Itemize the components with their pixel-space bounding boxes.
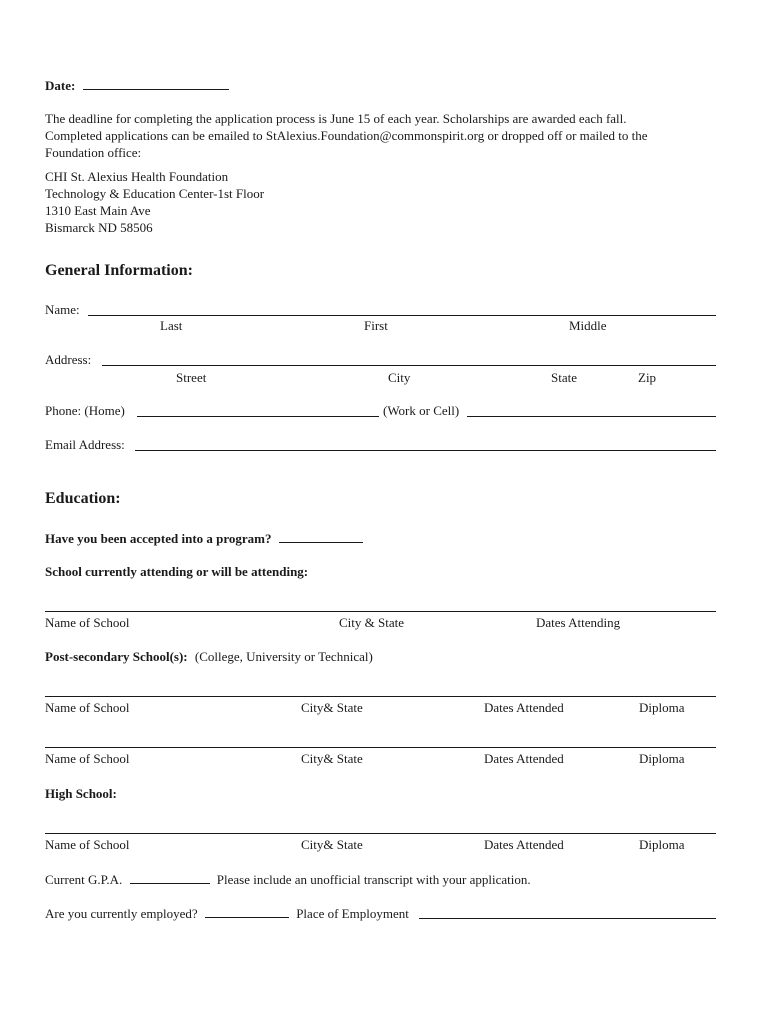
post2-sub-city: City& State (301, 751, 363, 766)
name-sub-last: Last (160, 318, 183, 333)
accepted-label: Have you been accepted into a program? (45, 531, 272, 546)
hs-sub-name: Name of School (45, 837, 130, 852)
foundation-street: 1310 East Main Ave (45, 203, 151, 218)
attending-sub-name: Name of School (45, 615, 130, 630)
education-heading: Education: (45, 490, 121, 507)
employment-field[interactable] (419, 918, 716, 919)
post2-sub-dates: Dates Attended (484, 751, 564, 766)
address-field[interactable] (102, 365, 716, 366)
gpa-field[interactable] (130, 871, 210, 884)
school-attending-label: School currently attending or will be attending: (45, 564, 309, 579)
accepted-field[interactable] (279, 530, 363, 543)
foundation-building: Technology & Education Center-1st Floor (45, 186, 265, 201)
intro-line-1: The deadline for completing the application process is June 15 of each year. Scholarships are awarded each fall. (45, 111, 627, 126)
email-label: Email Address: (45, 437, 125, 452)
date-label: Date: (45, 78, 76, 93)
name-field[interactable] (88, 315, 716, 316)
employed-label: Are you currently employed? (45, 906, 198, 921)
school-attending-field[interactable] (45, 611, 716, 612)
post-secondary-field-1[interactable] (45, 696, 716, 697)
hs-sub-dates: Dates Attended (484, 837, 564, 852)
post1-sub-dates: Dates Attended (484, 700, 564, 715)
post-secondary-label: Post-secondary School(s): (45, 649, 188, 664)
address-label: Address: (45, 352, 92, 367)
email-field[interactable] (135, 450, 716, 451)
hs-sub-city: City& State (301, 837, 363, 852)
general-info-heading: General Information: (45, 262, 193, 279)
phone-home-label: Phone: (Home) (45, 403, 125, 418)
address-sub-state: State (551, 370, 577, 385)
accepted-row (45, 530, 363, 547)
post-secondary-row (45, 649, 373, 665)
employed-row (45, 905, 409, 922)
post-secondary-note: (College, University or Technical) (194, 649, 373, 664)
post1-sub-city: City& State (301, 700, 363, 715)
employment-label: Place of Employment (296, 906, 409, 921)
foundation-name: CHI St. Alexius Health Foundation (45, 169, 229, 184)
date-field[interactable] (83, 77, 229, 90)
post2-sub-name: Name of School (45, 751, 130, 766)
attending-sub-city: City & State (339, 615, 404, 630)
high-school-label: High School: (45, 786, 117, 801)
phone-work-label: (Work or Cell) (383, 403, 460, 418)
intro-line-2: Completed applications can be emailed to StAlexius.Foundation@commonspirit.org or dropped off or mailed to the (45, 128, 648, 143)
post-secondary-field-2[interactable] (45, 747, 716, 748)
gpa-label: Current G.P.A. (45, 872, 123, 887)
name-sub-first: First (364, 318, 388, 333)
hs-sub-diploma: Diploma (639, 837, 685, 852)
phone-work-field[interactable] (467, 416, 716, 417)
date-row (45, 77, 229, 94)
foundation-city: Bismarck ND 58506 (45, 220, 153, 235)
employed-field[interactable] (205, 905, 289, 918)
post1-sub-diploma: Diploma (639, 700, 685, 715)
address-sub-street: Street (176, 370, 207, 385)
address-sub-zip: Zip (638, 370, 657, 385)
post2-sub-diploma: Diploma (639, 751, 685, 766)
intro-line-3: Foundation office: (45, 145, 142, 160)
high-school-field[interactable] (45, 833, 716, 834)
post1-sub-name: Name of School (45, 700, 130, 715)
attending-sub-dates: Dates Attending (536, 615, 621, 630)
gpa-row (45, 871, 531, 888)
name-sub-middle: Middle (569, 318, 607, 333)
gpa-note: Please include an unofficial transcript with your application. (216, 872, 531, 887)
address-sub-city: City (388, 370, 411, 385)
name-label: Name: (45, 302, 80, 317)
phone-home-field[interactable] (137, 416, 379, 417)
